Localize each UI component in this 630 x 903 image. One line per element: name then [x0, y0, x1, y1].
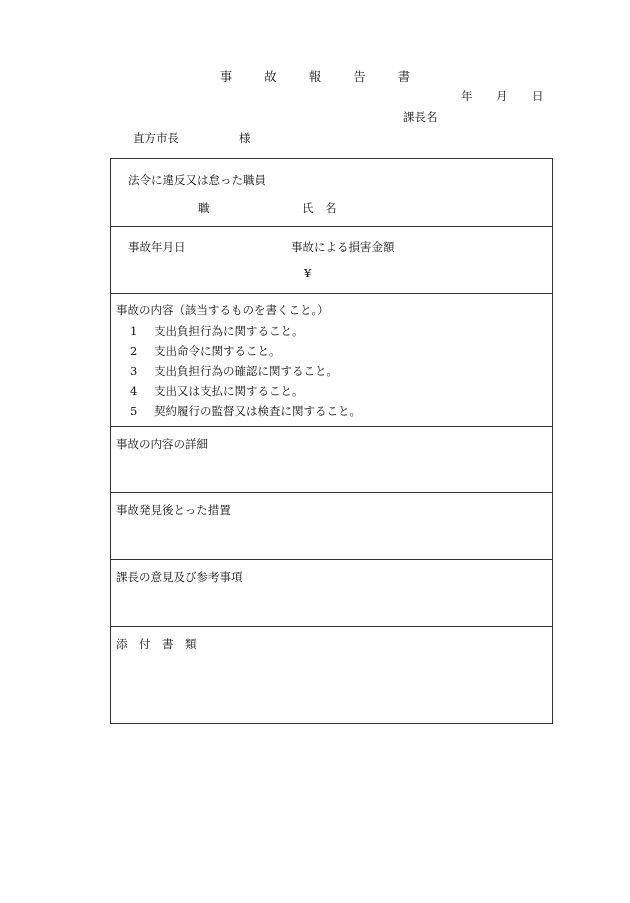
list-item [130, 383, 304, 399]
list-item-number: 4 [130, 384, 138, 398]
title-char: 書 [397, 69, 411, 84]
report-form [110, 158, 553, 724]
list-item [130, 323, 304, 339]
section-chief-label: 課長名 [403, 110, 438, 124]
date-year-label: 年 [461, 89, 473, 103]
list-item-number: 3 [130, 364, 138, 378]
content-section [111, 293, 552, 426]
title-char: 報 [308, 69, 322, 84]
measures-section [111, 492, 552, 559]
employee-label: 法令に違反又は怠った職員 [128, 173, 266, 187]
attachments-label: 添 付 書 類 [116, 637, 197, 651]
incident-section [111, 226, 552, 293]
damage-amount-label: 事故による損害金額 [291, 240, 395, 254]
list-item-text: 支出命令に関すること。 [154, 344, 281, 358]
opinion-label: 課長の意見及び参考事項 [116, 570, 243, 584]
list-item-text: 支出又は支払に関すること。 [154, 384, 304, 398]
honorific: 様 [239, 131, 251, 145]
opinion-section [111, 559, 552, 626]
detail-section [111, 426, 552, 492]
list-item [130, 343, 281, 359]
list-item-number: 2 [130, 344, 138, 358]
title-char: 事 [219, 69, 233, 84]
title-char: 告 [353, 69, 366, 84]
list-item-number: 1 [130, 324, 138, 338]
list-item [130, 363, 338, 379]
name-label: 氏 名 [302, 201, 337, 215]
list-item-text: 支出負担行為に関すること。 [154, 324, 304, 338]
post-label: 職 [198, 201, 210, 215]
incident-date-label: 事故年月日 [128, 240, 186, 254]
employee-section [111, 159, 552, 226]
title-char: 故 [264, 69, 277, 84]
list-item-number: 5 [130, 404, 138, 418]
currency-symbol: ¥ [304, 266, 312, 280]
list-item-text: 支出負担行為の確認に関すること。 [154, 364, 338, 378]
content-label: 事故の内容（該当するものを書くこと。） [116, 303, 329, 317]
detail-label: 事故の内容の詳細 [116, 437, 208, 451]
attachments-section [111, 626, 552, 725]
list-item [130, 403, 361, 419]
list-item-text: 契約履行の監督又は検査に関すること。 [154, 404, 361, 418]
date-day-label: 日 [532, 89, 544, 103]
document-title [0, 67, 630, 85]
date-month-label: 月 [496, 89, 508, 103]
addressee: 直方市長 [133, 131, 179, 145]
measures-label: 事故発見後とった措置 [116, 503, 231, 517]
